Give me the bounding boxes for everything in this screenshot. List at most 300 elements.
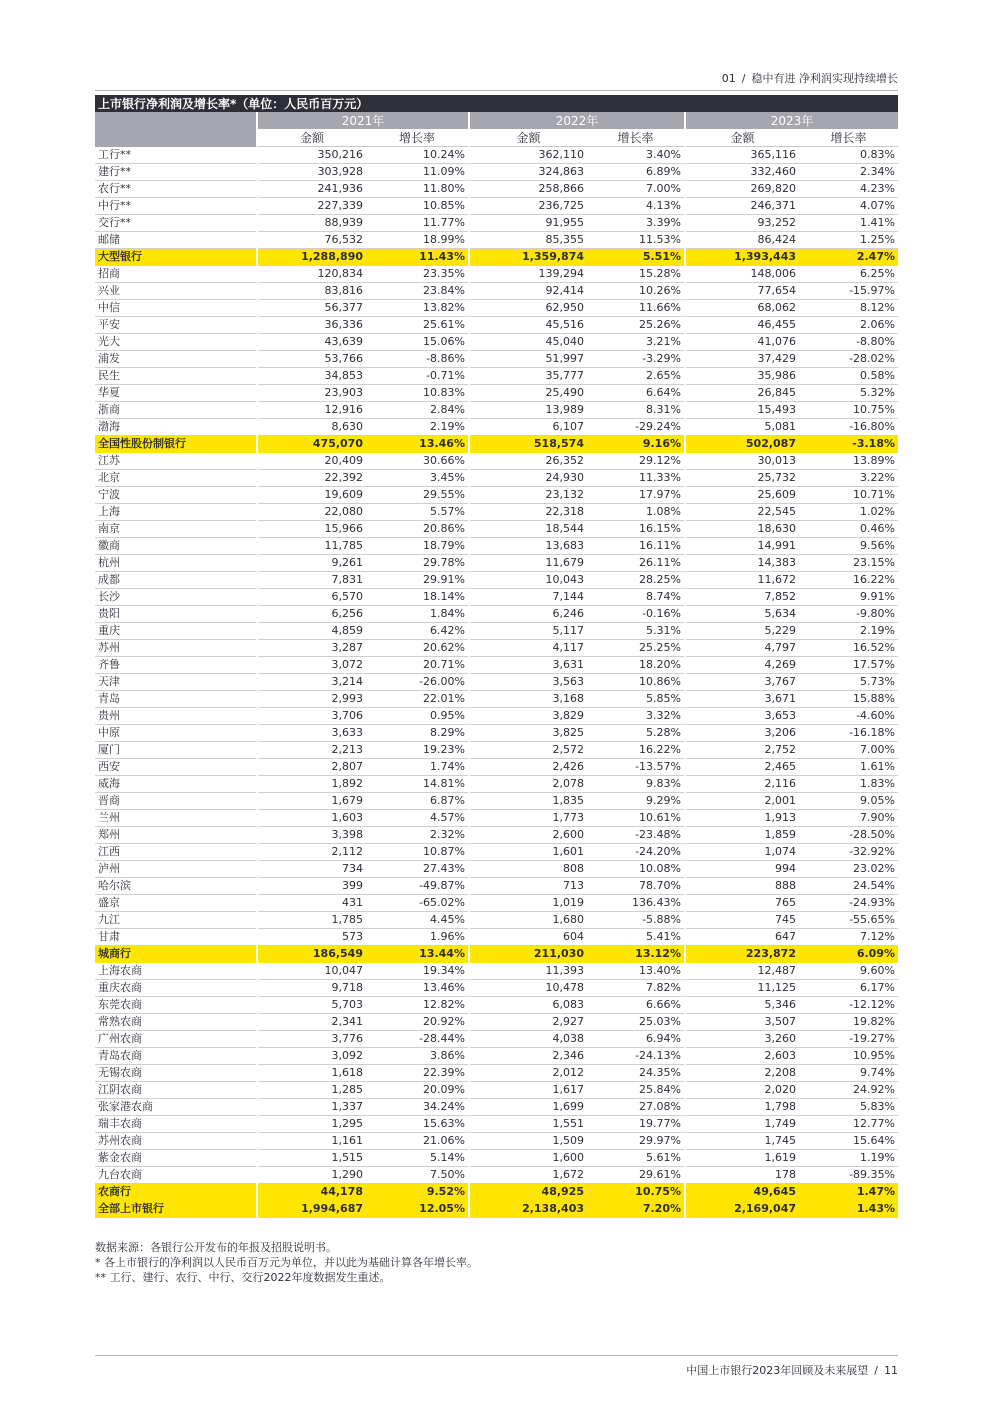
amount-cell: 5,117 [469,623,587,640]
amount-cell: 6,246 [469,606,587,623]
amount-cell: 11,679 [469,555,587,572]
growth-cell: 1.83% [799,776,898,793]
growth-cell: 10.24% [366,147,469,164]
amount-cell: 1,618 [257,1065,366,1082]
amount-cell: 7,831 [257,572,366,589]
amount-cell: 2,112 [257,844,366,861]
amount-cell: 5,634 [685,606,799,623]
table-row [95,198,898,215]
growth-cell: 0.83% [799,147,898,164]
bank-name-cell: 光大 [95,334,257,351]
amount-cell: 4,269 [685,657,799,674]
growth-cell: -12.12% [799,997,898,1014]
table-row [95,1167,898,1184]
growth-cell: 6.25% [799,266,898,283]
growth-cell: -3.18% [799,436,898,453]
growth-cell: 20.62% [366,640,469,657]
table-row [95,385,898,402]
amount-cell: 4,797 [685,640,799,657]
amount-cell: 83,816 [257,283,366,300]
bank-name-cell: 渤海 [95,419,257,436]
bank-name-cell: 华夏 [95,385,257,402]
growth-cell: -28.50% [799,827,898,844]
table-row [95,657,898,674]
growth-cell: -9.80% [799,606,898,623]
growth-cell: 26.11% [587,555,685,572]
amount-cell: 15,966 [257,521,366,538]
growth-cell: -16.18% [799,725,898,742]
amount-cell: 186,549 [257,946,366,963]
bank-name-cell: 兰州 [95,810,257,827]
growth-cell: 23.02% [799,861,898,878]
table-row [95,419,898,436]
col-growth-2023: 增长率 [799,129,898,147]
amount-cell: 3,671 [685,691,799,708]
amount-cell: 26,845 [685,385,799,402]
bank-name-cell: 南京 [95,521,257,538]
growth-cell: -55.65% [799,912,898,929]
growth-cell: 4.57% [366,810,469,827]
amount-cell: 3,260 [685,1031,799,1048]
amount-cell: 51,997 [469,351,587,368]
growth-cell: 1.43% [799,1201,898,1218]
amount-cell: 48,925 [469,1184,587,1201]
growth-cell: 20.86% [366,521,469,538]
subtotal-row [95,249,898,266]
growth-cell: 25.26% [587,317,685,334]
growth-cell: 12.82% [366,997,469,1014]
growth-cell: -4.60% [799,708,898,725]
table-row [95,708,898,725]
growth-cell: 11.53% [587,232,685,249]
amount-cell: 77,654 [685,283,799,300]
amount-cell: 3,072 [257,657,366,674]
table-row [95,572,898,589]
amount-cell: 10,047 [257,963,366,980]
bank-name-cell: 上海农商 [95,963,257,980]
growth-cell: 1.61% [799,759,898,776]
growth-cell: 27.08% [587,1099,685,1116]
table-body [95,147,898,1218]
growth-cell: -49.87% [366,878,469,895]
amount-cell: 3,829 [469,708,587,725]
table-row [95,1048,898,1065]
amount-cell: 8,630 [257,419,366,436]
growth-cell: 3.39% [587,215,685,232]
table-row [95,317,898,334]
growth-cell: 6.42% [366,623,469,640]
table-row [95,1116,898,1133]
table-row [95,725,898,742]
growth-cell: 10.75% [799,402,898,419]
growth-cell: 2.65% [587,368,685,385]
amount-cell: 1,601 [469,844,587,861]
growth-cell: 9.60% [799,963,898,980]
amount-cell: 2,807 [257,759,366,776]
amount-cell: 1,515 [257,1150,366,1167]
table-row [95,1065,898,1082]
amount-cell: 86,424 [685,232,799,249]
growth-cell: 3.21% [587,334,685,351]
col-growth-2022: 增长率 [587,129,685,147]
amount-cell: 6,570 [257,589,366,606]
growth-cell: 23.84% [366,283,469,300]
bank-name-cell: 苏州 [95,640,257,657]
bank-name-cell: 厦门 [95,742,257,759]
amount-cell: 11,125 [685,980,799,997]
amount-cell: 12,916 [257,402,366,419]
growth-cell: 13.12% [587,946,685,963]
section-number: 01 [721,72,736,85]
growth-cell: 20.71% [366,657,469,674]
amount-cell: 1,551 [469,1116,587,1133]
table-row [95,691,898,708]
amount-cell: 24,930 [469,470,587,487]
growth-cell: 13.89% [799,453,898,470]
growth-cell: -28.02% [799,351,898,368]
amount-cell: 1,745 [685,1133,799,1150]
growth-cell: 23.35% [366,266,469,283]
growth-cell: 8.12% [799,300,898,317]
amount-cell: 11,393 [469,963,587,980]
amount-cell: 399 [257,878,366,895]
section-title: 稳中有进 净利润实现持续增长 [751,72,898,85]
amount-cell: 765 [685,895,799,912]
amount-cell: 139,294 [469,266,587,283]
growth-cell: 2.32% [366,827,469,844]
amount-cell: 19,609 [257,487,366,504]
growth-cell: 1.08% [587,504,685,521]
amount-cell: 22,318 [469,504,587,521]
amount-cell: 1,785 [257,912,366,929]
growth-cell: 10.87% [366,844,469,861]
amount-cell: 92,414 [469,283,587,300]
growth-cell: 2.06% [799,317,898,334]
amount-cell: 10,478 [469,980,587,997]
amount-cell: 2,927 [469,1014,587,1031]
table-row [95,878,898,895]
growth-cell: 2.19% [799,623,898,640]
amount-cell: 431 [257,895,366,912]
growth-cell: 8.74% [587,589,685,606]
amount-cell: 1,074 [685,844,799,861]
amount-cell: 13,683 [469,538,587,555]
amount-cell: 1,295 [257,1116,366,1133]
amount-cell: 227,339 [257,198,366,215]
amount-cell: 2,752 [685,742,799,759]
growth-cell: 5.51% [587,249,685,266]
amount-cell: 808 [469,861,587,878]
growth-cell: 15.64% [799,1133,898,1150]
growth-cell: -13.57% [587,759,685,776]
amount-cell: 1,019 [469,895,587,912]
amount-cell: 15,493 [685,402,799,419]
growth-cell: 11.43% [366,249,469,266]
amount-cell: 2,020 [685,1082,799,1099]
growth-cell: 16.15% [587,521,685,538]
growth-cell: 20.92% [366,1014,469,1031]
bank-name-cell: 青岛 [95,691,257,708]
amount-cell: 1,288,890 [257,249,366,266]
amount-cell: 34,853 [257,368,366,385]
amount-cell: 1,672 [469,1167,587,1184]
bank-name-cell: 九台农商 [95,1167,257,1184]
growth-cell: -28.44% [366,1031,469,1048]
amount-cell: 5,229 [685,623,799,640]
growth-cell: 9.56% [799,538,898,555]
table-row [95,215,898,232]
amount-cell: 22,545 [685,504,799,521]
amount-cell: 4,117 [469,640,587,657]
amount-cell: 41,076 [685,334,799,351]
amount-cell: 1,699 [469,1099,587,1116]
bank-name-cell: 浦发 [95,351,257,368]
growth-cell: 6.66% [587,997,685,1014]
amount-cell: 1,835 [469,793,587,810]
growth-cell: -24.20% [587,844,685,861]
bank-name-cell: 农行** [95,181,257,198]
header-slash: / [741,72,746,85]
amount-cell: 12,487 [685,963,799,980]
amount-cell: 49,645 [685,1184,799,1201]
amount-cell: 1,679 [257,793,366,810]
amount-cell: 1,617 [469,1082,587,1099]
growth-cell: 25.03% [587,1014,685,1031]
growth-cell: 9.16% [587,436,685,453]
growth-cell: 9.74% [799,1065,898,1082]
growth-cell: 19.77% [587,1116,685,1133]
amount-cell: 5,081 [685,419,799,436]
table-row [95,351,898,368]
table-row [95,147,898,164]
amount-cell: 45,040 [469,334,587,351]
amount-cell: 6,107 [469,419,587,436]
table-row [95,844,898,861]
amount-cell: 46,455 [685,317,799,334]
bank-name-cell: 甘肃 [95,929,257,946]
amount-cell: 475,070 [257,436,366,453]
growth-cell: 20.09% [366,1082,469,1099]
table-row [95,164,898,181]
bank-name-cell: 广州农商 [95,1031,257,1048]
growth-cell: 1.74% [366,759,469,776]
growth-cell: 15.06% [366,334,469,351]
growth-cell: -19.27% [799,1031,898,1048]
growth-cell: -0.16% [587,606,685,623]
amount-cell: 25,732 [685,470,799,487]
growth-cell: 7.82% [587,980,685,997]
amount-cell: 888 [685,878,799,895]
amount-cell: 1,749 [685,1116,799,1133]
growth-cell: 16.52% [799,640,898,657]
bank-name-cell: 全国性股份制银行 [95,436,257,453]
growth-cell: 1.25% [799,232,898,249]
table-row [95,861,898,878]
growth-cell: 18.14% [366,589,469,606]
growth-cell: 9.83% [587,776,685,793]
amount-cell: 2,600 [469,827,587,844]
amount-cell: 734 [257,861,366,878]
growth-cell: 3.22% [799,470,898,487]
amount-cell: 91,955 [469,215,587,232]
table-row [95,1133,898,1150]
bank-name-header [95,112,257,147]
amount-cell: 258,866 [469,181,587,198]
growth-cell: 10.71% [799,487,898,504]
bank-name-cell: 宁波 [95,487,257,504]
bank-name-cell: 贵阳 [95,606,257,623]
growth-cell: 4.07% [799,198,898,215]
note-source: 数据来源：各银行公开发布的年报及招股说明书。 [95,1241,337,1254]
page-header [95,70,898,90]
growth-cell: 9.52% [366,1184,469,1201]
growth-cell: 6.09% [799,946,898,963]
table-row [95,334,898,351]
bank-name-cell: 全部上市银行 [95,1201,257,1218]
growth-cell: 6.17% [799,980,898,997]
amount-cell: 14,991 [685,538,799,555]
growth-cell: 17.57% [799,657,898,674]
bank-name-cell: 杭州 [95,555,257,572]
amount-cell: 211,030 [469,946,587,963]
growth-cell: 1.19% [799,1150,898,1167]
growth-cell: 1.96% [366,929,469,946]
amount-cell: 241,936 [257,181,366,198]
amount-cell: 44,178 [257,1184,366,1201]
amount-cell: 1,285 [257,1082,366,1099]
bank-name-cell: 邮储 [95,232,257,249]
bank-name-cell: 贵州 [95,708,257,725]
amount-cell: 269,820 [685,181,799,198]
page-number: 11 [884,1364,898,1377]
bank-name-cell: 中行** [95,198,257,215]
growth-cell: 13.44% [366,946,469,963]
table-row [95,453,898,470]
growth-cell: 24.35% [587,1065,685,1082]
growth-cell: 18.79% [366,538,469,555]
amount-cell: 1,798 [685,1099,799,1116]
amount-cell: 362,110 [469,147,587,164]
amount-cell: 2,169,047 [685,1201,799,1218]
amount-cell: 3,633 [257,725,366,742]
table-row [95,776,898,793]
amount-cell: 35,777 [469,368,587,385]
growth-cell: 3.32% [587,708,685,725]
amount-cell: 30,013 [685,453,799,470]
bank-name-cell: 瑞丰农商 [95,1116,257,1133]
amount-cell: 2,346 [469,1048,587,1065]
bank-name-cell: 江西 [95,844,257,861]
footer-divider [95,1355,898,1356]
growth-cell: 9.91% [799,589,898,606]
growth-cell: 11.80% [366,181,469,198]
growth-cell: 22.01% [366,691,469,708]
amount-cell: 9,718 [257,980,366,997]
amount-cell: 573 [257,929,366,946]
growth-cell: -3.29% [587,351,685,368]
amount-cell: 11,672 [685,572,799,589]
amount-cell: 1,359,874 [469,249,587,266]
growth-cell: 5.85% [587,691,685,708]
amount-cell: 85,355 [469,232,587,249]
growth-cell: 10.86% [587,674,685,691]
amount-cell: 3,653 [685,708,799,725]
growth-cell: -5.88% [587,912,685,929]
amount-cell: 4,038 [469,1031,587,1048]
growth-cell: 1.84% [366,606,469,623]
bank-name-cell: 郑州 [95,827,257,844]
growth-cell: -23.48% [587,827,685,844]
bank-name-cell: 无锡农商 [95,1065,257,1082]
growth-cell: 13.46% [366,436,469,453]
amount-cell: 1,509 [469,1133,587,1150]
amount-cell: 2,213 [257,742,366,759]
growth-cell: 5.61% [587,1150,685,1167]
amount-cell: 25,490 [469,385,587,402]
net-profit-table [95,95,898,1218]
growth-cell: 16.22% [799,572,898,589]
table-row [95,793,898,810]
amount-cell: 350,216 [257,147,366,164]
amount-cell: 604 [469,929,587,946]
amount-cell: 1,619 [685,1150,799,1167]
growth-cell: 25.25% [587,640,685,657]
table-row [95,1014,898,1031]
growth-cell: 1.47% [799,1184,898,1201]
growth-cell: 5.28% [587,725,685,742]
growth-cell: -65.02% [366,895,469,912]
table-row [95,623,898,640]
col-growth-2021: 增长率 [366,129,469,147]
table-row [95,674,898,691]
growth-cell: 15.63% [366,1116,469,1133]
bank-name-cell: 平安 [95,317,257,334]
growth-cell: 25.84% [587,1082,685,1099]
table-row [95,929,898,946]
amount-cell: 68,062 [685,300,799,317]
bank-name-cell: 北京 [95,470,257,487]
growth-cell: 15.88% [799,691,898,708]
bank-name-cell: 威海 [95,776,257,793]
amount-cell: 9,261 [257,555,366,572]
growth-cell: 19.23% [366,742,469,759]
growth-cell: 2.47% [799,249,898,266]
amount-cell: 3,825 [469,725,587,742]
growth-cell: 24.54% [799,878,898,895]
growth-cell: 11.66% [587,300,685,317]
amount-cell: 246,371 [685,198,799,215]
table-row [95,827,898,844]
table-row [95,232,898,249]
col-amount-2021: 金额 [257,129,366,147]
growth-cell: 0.46% [799,521,898,538]
amount-cell: 3,398 [257,827,366,844]
table-row [95,402,898,419]
note-star: * 各上市银行的净利润以人民币百万元为单位，并以此为基础计算各年增长率。 [95,1256,478,1269]
growth-cell: -24.93% [799,895,898,912]
growth-cell: 13.40% [587,963,685,980]
amount-cell: 2,572 [469,742,587,759]
growth-cell: 11.77% [366,215,469,232]
amount-cell: 2,012 [469,1065,587,1082]
amount-cell: 2,138,403 [469,1201,587,1218]
growth-cell: 3.40% [587,147,685,164]
growth-cell: 5.57% [366,504,469,521]
amount-cell: 5,346 [685,997,799,1014]
amount-cell: 35,986 [685,368,799,385]
table-row [95,810,898,827]
amount-cell: 1,337 [257,1099,366,1116]
